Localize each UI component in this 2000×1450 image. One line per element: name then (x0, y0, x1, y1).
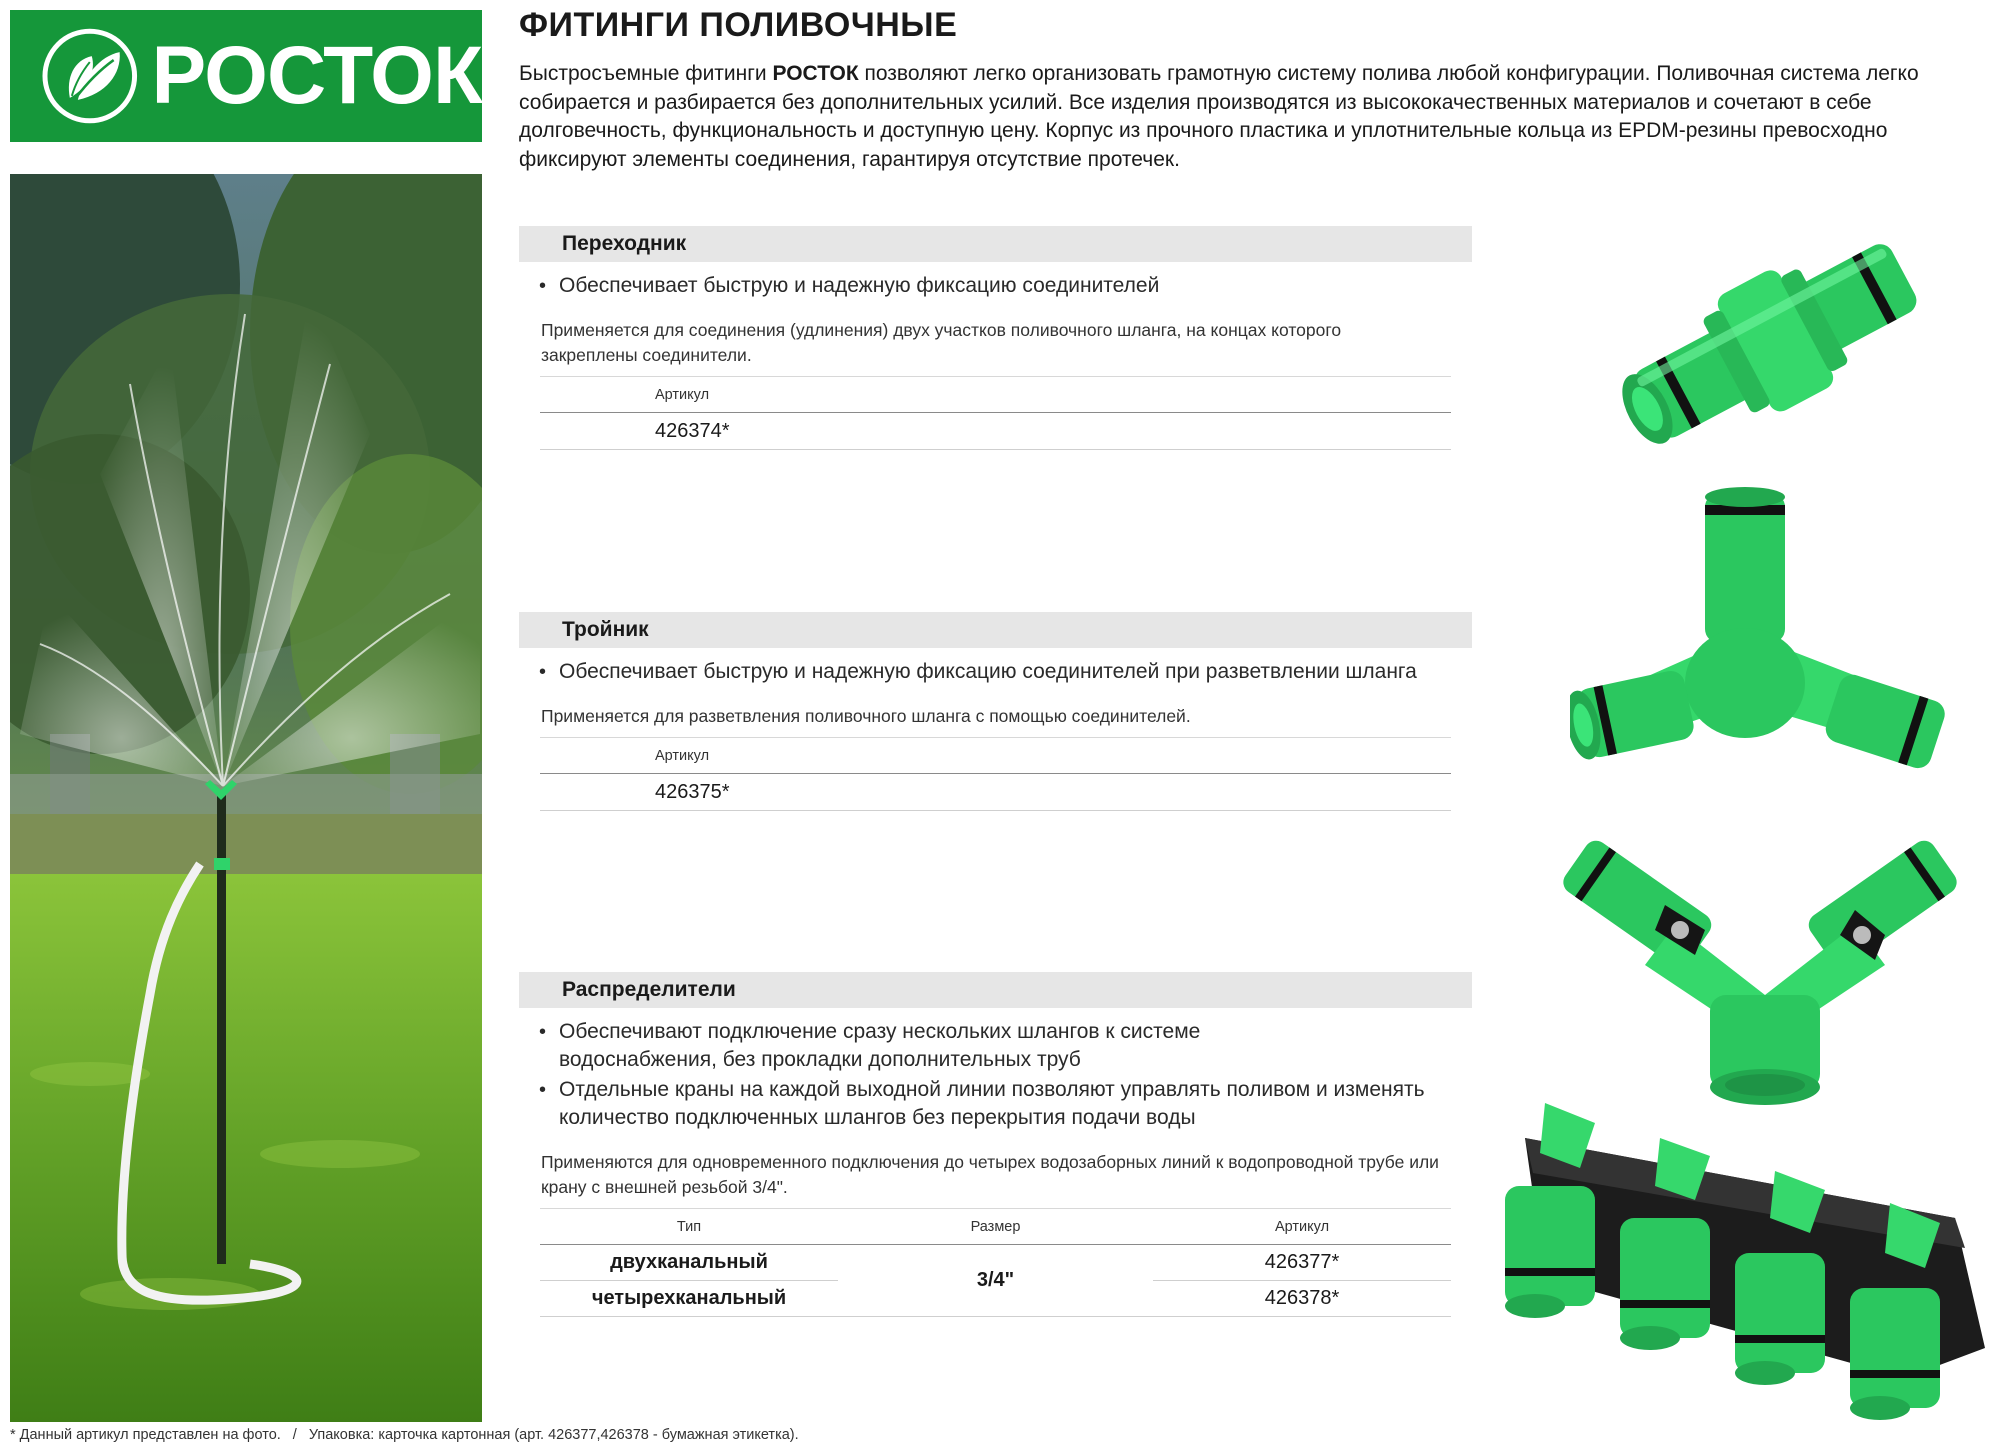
section-title: Распределители (519, 972, 1472, 1008)
intro-paragraph (519, 60, 1959, 174)
brand-logo (10, 10, 482, 142)
column-header-size: Размер (838, 1209, 1153, 1245)
intro-prefix: Быстросъемные фитинги (519, 62, 773, 85)
type-value: четырехканальный (540, 1281, 838, 1317)
section-tee (519, 612, 1472, 811)
section-title: Тройник (519, 612, 1472, 648)
intro-text: позволяют легко организовать грамотную систему полива любой конфигурации. Поливочная система легко собирается и разбирается без дополнительных усилий. Все изделия производятся из высококачественных материалов и сочетают в себе долговечность, функциональность и доступную цену. Корпус из прочного пластика и уплотнительные кольца из EPDM-резины превосходно фиксируют элементы соединения, гарантируя отсутствие протечек. (519, 62, 1919, 171)
column-header-article: Артикул (540, 377, 1451, 413)
feature-list (519, 1018, 1472, 1132)
usage-text: Применяется для соединения (удлинения) двух участков поливочного шланга, на концах которого закреплены соединители. (541, 320, 1342, 365)
footer-note (10, 1427, 799, 1443)
article-value: 426374* (540, 413, 1451, 450)
four-way-distributor-image (1485, 1078, 1995, 1428)
footer-note-text: * Данный артикул представлен на фото. (10, 1427, 281, 1443)
two-way-distributor-image (1555, 835, 1975, 1110)
feature-item: • Обеспечивают подключение сразу нескольких шлангов к системе водоснабжения, без прокладки дополнительных труб (535, 1018, 1359, 1074)
leaf-logo-icon (40, 26, 140, 126)
feature-list (519, 272, 1472, 300)
sprinkler-photo (10, 174, 482, 1422)
section-adapter (519, 226, 1472, 450)
footer-packaging: Упаковка: карточка картонная (арт. 426377,426378 - бумажная этикетка). (308, 1427, 799, 1443)
tee-product-image (1570, 483, 1970, 793)
table-row (540, 1245, 1451, 1281)
article-table (540, 737, 1451, 811)
column-header-article: Артикул (1153, 1209, 1451, 1245)
article-value: 426377* (1153, 1245, 1451, 1281)
column-header-article: Артикул (540, 738, 1451, 774)
article-value: 426378* (1153, 1281, 1451, 1317)
column-header-type: Тип (540, 1209, 838, 1245)
page-title: ФИТИНГИ ПОЛИВОЧНЫЕ (519, 6, 958, 44)
adapter-product-image (1590, 205, 1960, 475)
feature-list (519, 658, 1472, 686)
article-table (540, 376, 1451, 450)
section-title: Переходник (519, 226, 1472, 262)
distributor-table (540, 1208, 1451, 1317)
feature-item: • Обеспечивает быструю и надежную фиксацию соединителей при разветвлении шланга (535, 658, 1472, 686)
section-distributors (519, 972, 1472, 1317)
article-value: 426375* (540, 774, 1451, 811)
feature-item: • Обеспечивает быструю и надежную фиксацию соединителей (535, 272, 1472, 300)
brand-name: РОСТОК (151, 30, 482, 121)
usage-text: Применяются для одновременного подключения до четырех водозаборных линий к водопроводной трубе или крану с внешней резьбой 3/4". (541, 1152, 1439, 1197)
usage-text: Применяется для разветвления поливочного шланга с помощью соединителей. (541, 706, 1191, 726)
type-value: двухканальный (540, 1245, 838, 1281)
footer-separator: / (292, 1427, 297, 1443)
intro-brand: РОСТОК (772, 62, 859, 85)
size-value: 3/4" (838, 1245, 1153, 1317)
feature-item: • Отдельные краны на каждой выходной линии позволяют управлять поливом и изменять количество подключенных шлангов без перекрытия подачи воды (535, 1076, 1439, 1132)
